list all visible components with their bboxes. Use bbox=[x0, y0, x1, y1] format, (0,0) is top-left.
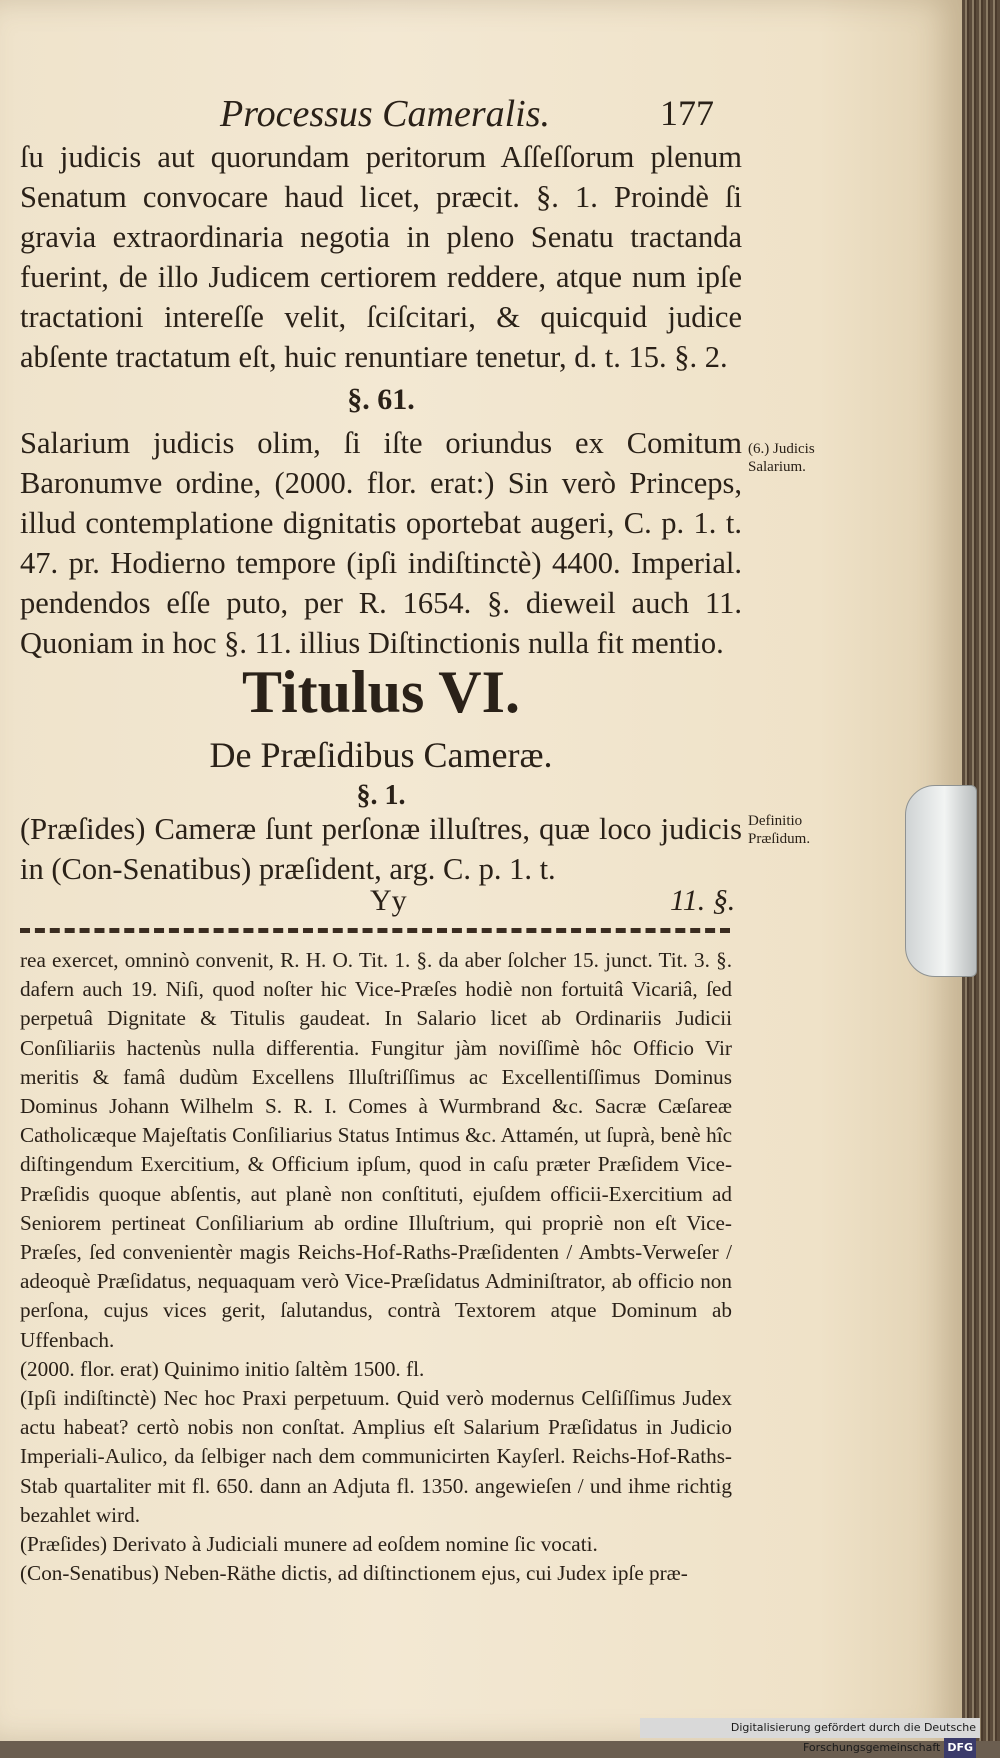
subtitle-heading: De Præſidibus Cameræ. bbox=[209, 735, 553, 775]
footnote-divider bbox=[20, 928, 730, 933]
title-heading: Titulus VI. bbox=[242, 659, 520, 725]
section-61-heading: §. 61. bbox=[347, 383, 415, 416]
digitization-footer bbox=[640, 1718, 980, 1754]
signature-mark: Yy bbox=[370, 884, 407, 917]
footnote-2: (2000. flor. erat) Quinimo initio ſaltèm 1500. fl. bbox=[20, 1356, 425, 1381]
paragraph-2: Salarium judicis olim, ſi iſte oriundus ex Comitum Baronumve ordine, (2000. flor. erat:) Sin verò Princeps, illud contemplatione dignitatis oportebat augeri, C. p. 1. t. 47. pr. Hodierno tempore (ipſi indiſtinctè) 4400. Imperial. pendendos eſſe puto, per R. 1654. §. dieweil auch 11. Quoniam in hoc §. 11. illius Diſtinctionis nulla fit mentio. bbox=[20, 426, 742, 660]
page-number: 177 bbox=[660, 93, 714, 133]
paragraph-3: (Præſides) Cameræ ſunt perſonæ illuſtres, quæ loco judicis in (Con-Senatibus) præſident, arg. C. p. 1. t. bbox=[20, 812, 742, 886]
footnotes bbox=[20, 946, 732, 1588]
paragraph-1: ſu judicis aut quorundam peritorum Aſſeſſorum plenum Senatum convocare haud licet, præcit. §. 1. Proindè ſi gravia extraordinaria negotia in pleno Senatu tractanda fuerint, de illo Judicem certiorem reddere, atque num ipſe tractationi intereſſe velit, ſciſcitari, & quicquid judice abſente tractatum eſt, huic renuntiare tenetur, d. t. 15. §. 2. bbox=[20, 140, 742, 374]
footnote-4: (Præſides) Derivato à Judiciali munere ad eoſdem nomine ſic vocati. bbox=[20, 1532, 598, 1557]
footer-text: Digitalisierung gefördert durch die Deutsche Forschungsgemeinschaft bbox=[730, 1721, 976, 1754]
page-clip bbox=[905, 785, 977, 977]
margin-note-salary: (6.) Judicis Salarium. bbox=[748, 441, 815, 475]
section-1-heading: §. 1. bbox=[356, 780, 406, 811]
running-head: Processus Cameralis. bbox=[220, 93, 551, 135]
margin-note-definition: Definitio Præſidum. bbox=[748, 813, 811, 847]
footnote-5: (Con-Senatibus) Neben-Räthe dictis, ad diſtinctionem ejus, cui Judex ipſe præ- bbox=[20, 1561, 688, 1586]
footnote-1: rea exercet, omninò convenit, R. H. O. Tit. 1. §. da aber ſolcher 15. junct. Tit. 3. §. dafern auch 19. Niſi, quod noſter hic Vice-Præſes hodiè non fortuitâ Vicariâ, ſed perpetuâ Dignitate & Titulis gaudeat. In Salario licet ab Ordinariis Judicii Conſiliariis hactenùs nulla differentia. Fungitur jàm noviſſimè hôc Officio Vir meritis & famâ dudùm Excellens Illuſtriſſimus ac Excellentiſſimus Dominus Dominus Johann Wilhelm S. R. I. Comes à Wurmbrand &c. Sacræ Cæſareæ Catholicæque Majeſtatis Conſiliarius Status Intimus &c. Attamén, ut ſuprà, benè hîc diſtingendum Exercitium, & Officium ipſum, quod in caſu præter Præſidem Vice-Præſidis quoque abſentis, aut planè non conſtituti, ejuſdem officii-Exercitium ad Seniorem pertineat Conſiliarium ab ordine Illuſtrium, qui propriè non eſt Vice-Præſes, ſed convenientèr magis Reichs-Hof-Raths-Præſidenten / Ambts-Verweſer / adeoquè Præſidatus, nequaquam verò Vice-Præſidatus Adminiſtrator, ab officio non perſona, cujus vices gerit, ſalutandus, contrà Textorem atque Dominum ab Uffenbach. bbox=[20, 948, 732, 1352]
footnote-3: (Ipſi indiſtinctè) Nec hoc Praxi perpetuum. Quid verò modernus Celſiſſimus Judex actu habeat? certò nobis non conſtat. Amplius eſt Salarium Præſidatus in Judicio Imperiali-Aulico, da ſelbiger nach dem communicirten Kayſerl. Reichs-Hof-Raths-Stab quartaliter mit fl. 650. dann an Adjuta fl. 1350. angewieſen / und ihme richtig bezahlet wird. bbox=[20, 1386, 732, 1527]
catchword: 11. §. bbox=[670, 884, 736, 917]
dfg-logo: DFG bbox=[944, 1738, 976, 1758]
